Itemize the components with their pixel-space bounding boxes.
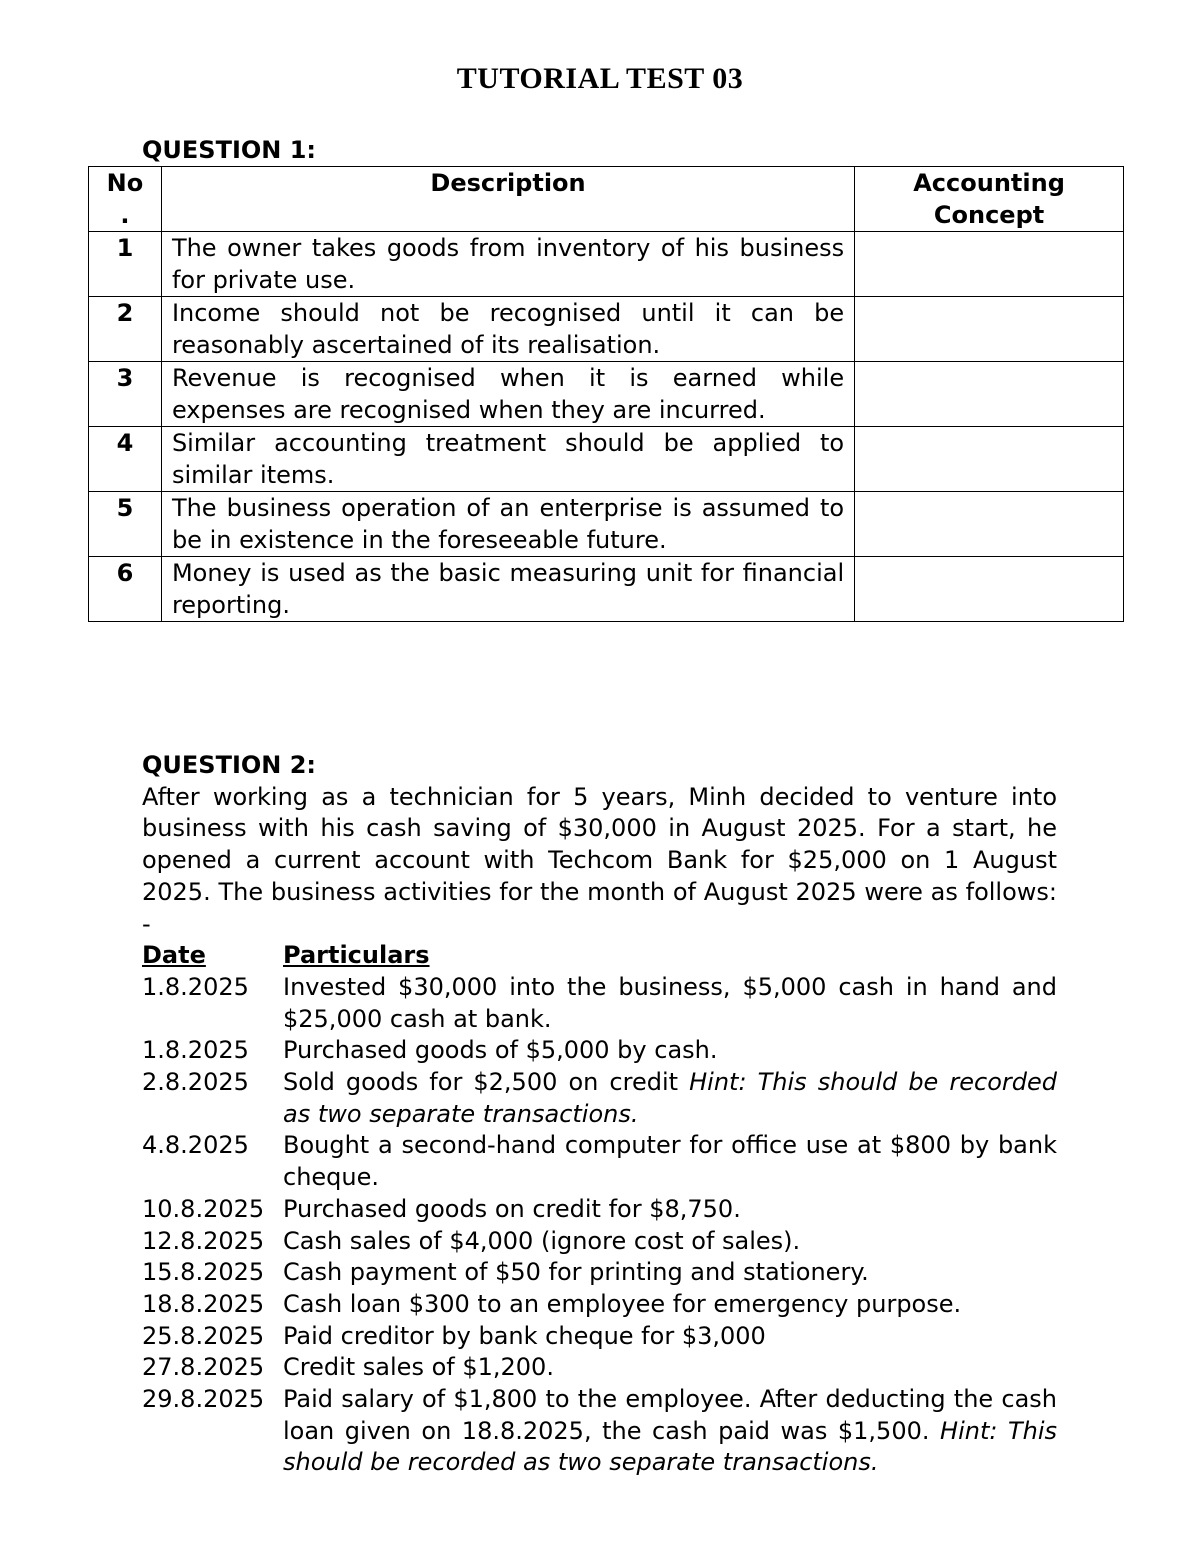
list-item [142, 972, 1057, 1035]
entry-text: Bought a second-hand computer for office use at $800 by bank cheque. [283, 1131, 1057, 1192]
transactions-list [142, 940, 1057, 1479]
entry-particulars [283, 1384, 1057, 1479]
row-description: Money is used as the basic measuring unit for financial reporting. [161, 557, 854, 622]
entry-date: 29.8.2025 [142, 1385, 265, 1414]
row-number: 6 [89, 557, 162, 622]
row-accounting-concept-cell[interactable] [855, 492, 1124, 557]
document-title: TUTORIAL TEST 03 [456, 62, 744, 95]
entry-hint: Hint: This should be recorded as two separate transactions. [283, 1416, 1058, 1477]
list-item [142, 1035, 1057, 1067]
date-column-header: Date [142, 941, 206, 970]
row-number: 5 [89, 492, 162, 557]
question-2-intro: After working as a technician for 5 years, Minh decided to venture into business with his cash saving of $30,000 in August 2025. For a start, he opened a current account with Techcom Bank for $25,000 on 1 August 2025. The business activities for the month of August 2025 were as follows: - [142, 782, 1057, 938]
list-item [142, 1067, 1057, 1130]
entry-particulars [283, 1226, 1057, 1258]
row-description: The owner takes goods from inventory of his business for private use. [161, 232, 854, 297]
particulars-column-header: Particulars [283, 941, 430, 970]
table-row [89, 297, 1124, 362]
entry-date: 1.8.2025 [142, 972, 249, 1001]
list-item [142, 1226, 1057, 1258]
row-accounting-concept-cell[interactable] [855, 427, 1124, 492]
question-1-table [88, 166, 1124, 622]
list-item [142, 1194, 1057, 1226]
row-number: 3 [89, 362, 162, 427]
row-number: 2 [89, 297, 162, 362]
entry-date: 1.8.2025 [142, 1036, 249, 1065]
table-row [89, 557, 1124, 622]
entry-date: 27.8.2025 [142, 1353, 265, 1382]
entry-date: 25.8.2025 [142, 1321, 265, 1350]
entry-date: 15.8.2025 [142, 1258, 265, 1287]
list-item [142, 1130, 1057, 1193]
column-header-no: No . [89, 167, 162, 232]
entry-text: Cash sales of $4,000 (ignore cost of sales). [283, 1226, 801, 1255]
entry-particulars [283, 1130, 1057, 1193]
entry-particulars [283, 1067, 1057, 1130]
list-item [142, 1289, 1057, 1321]
entry-particulars [283, 1352, 1057, 1384]
column-header-accounting-concept: Accounting Concept [855, 167, 1124, 232]
entry-particulars [283, 1289, 1057, 1321]
entry-date: 2.8.2025 [142, 1068, 249, 1097]
table-row [89, 492, 1124, 557]
entry-text: Purchased goods of $5,000 by cash. [283, 1036, 718, 1065]
entry-date: 18.8.2025 [142, 1289, 265, 1318]
entry-date: 10.8.2025 [142, 1194, 265, 1223]
entry-hint: Hint: This should be recorded as two separate transactions. [283, 1068, 1058, 1128]
row-number: 4 [89, 427, 162, 492]
column-header-description: Description [161, 167, 854, 232]
question-2-section [142, 750, 1057, 1479]
entry-text: Paid salary of $1,800 to the employee. After deducting the cash loan given on 18.8.2025, the cash paid was $1,500. [283, 1385, 1057, 1445]
table-header-row [89, 167, 1124, 232]
list-item [142, 1352, 1057, 1384]
entry-particulars [283, 1321, 1057, 1353]
row-number: 1 [89, 232, 162, 297]
question-2-heading: QUESTION 2: [142, 751, 317, 779]
transactions-header [142, 940, 1057, 972]
row-description: Revenue is recognised when it is earned while expenses are recognised when they are incurred. [161, 362, 854, 427]
row-accounting-concept-cell[interactable] [855, 557, 1124, 622]
question-1-heading: QUESTION 1: [142, 136, 317, 164]
table-row [89, 427, 1124, 492]
entry-text: Paid creditor by bank cheque for $3,000 [283, 1321, 766, 1350]
entry-particulars [283, 1257, 1057, 1289]
entry-text: Invested $30,000 into the business, $5,000 cash in hand and $25,000 cash at bank. [283, 972, 1057, 1033]
table-row [89, 232, 1124, 297]
entry-text: Sold goods for $2,500 on credit [283, 1068, 690, 1097]
row-description: Similar accounting treatment should be applied to similar items. [161, 427, 854, 492]
entry-particulars [283, 972, 1057, 1035]
row-description: The business operation of an enterprise is assumed to be in existence in the foreseeable future. [161, 492, 854, 557]
entry-text: Credit sales of $1,200. [283, 1353, 554, 1382]
list-item [142, 1384, 1057, 1479]
entry-date: 4.8.2025 [142, 1131, 249, 1160]
entry-text: Cash loan $300 to an employee for emergency purpose. [283, 1289, 962, 1318]
entry-text: Cash payment of $50 for printing and stationery. [283, 1258, 869, 1287]
row-description: Income should not be recognised until it can be reasonably ascertained of its realisation. [161, 297, 854, 362]
entry-text: Purchased goods on credit for $8,750. [283, 1194, 741, 1223]
entry-particulars [283, 1194, 1057, 1226]
entry-particulars [283, 1035, 1057, 1067]
table-row [89, 362, 1124, 427]
entry-date: 12.8.2025 [142, 1226, 265, 1255]
row-accounting-concept-cell[interactable] [855, 232, 1124, 297]
list-item [142, 1257, 1057, 1289]
list-item [142, 1321, 1057, 1353]
row-accounting-concept-cell[interactable] [855, 297, 1124, 362]
row-accounting-concept-cell[interactable] [855, 362, 1124, 427]
